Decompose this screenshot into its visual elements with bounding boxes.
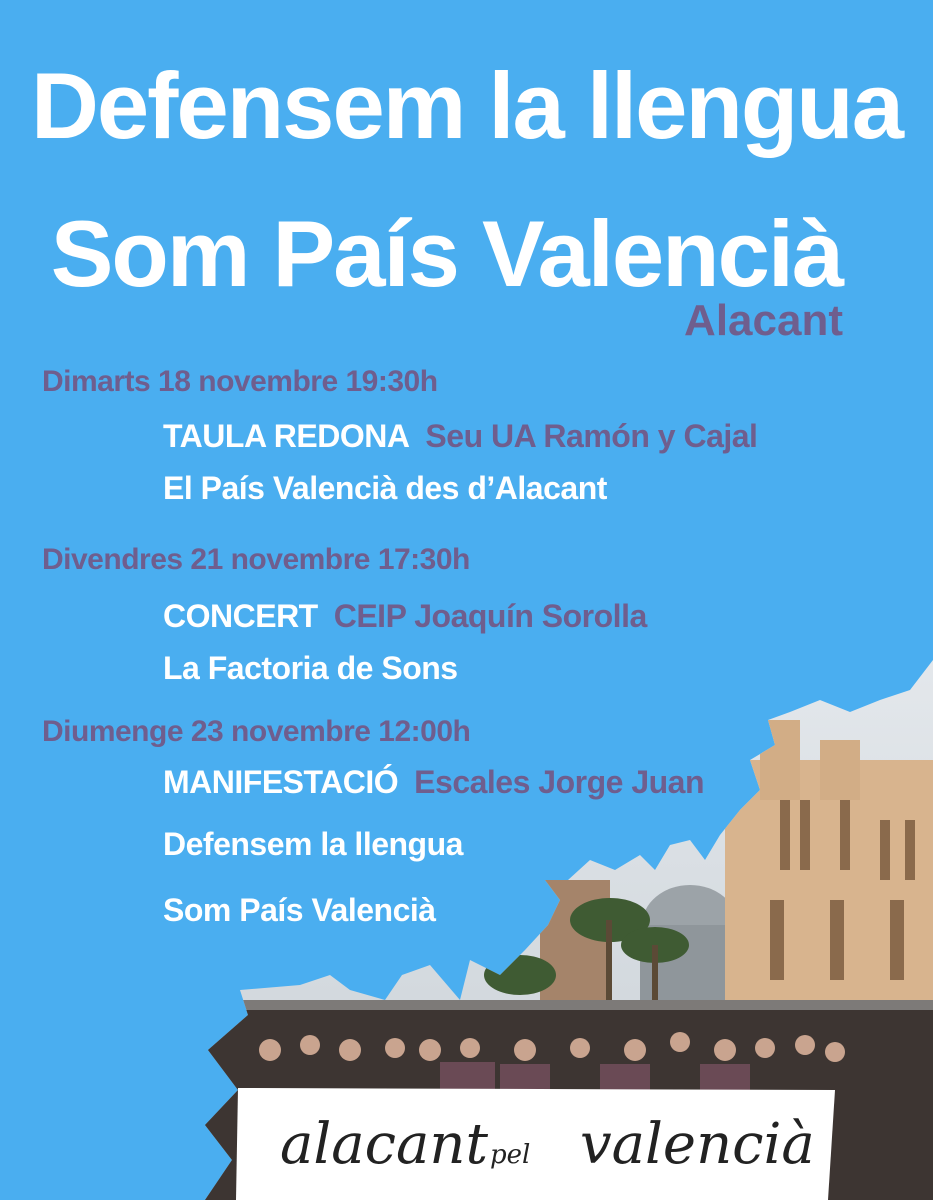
event-type: CONCERT <box>163 598 318 634</box>
event-type: MANIFESTACIÓ <box>163 764 399 800</box>
city-label: Alacant <box>684 296 843 345</box>
title-line-1: Defensem la llengua <box>31 53 902 158</box>
event-detail: El País Valencià des d’Alacant <box>163 470 607 506</box>
banner-text-left: alacant <box>280 1112 489 1177</box>
event-date: Diumenge 23 novembre 12:00h <box>42 715 471 748</box>
event-detail: Som País Valencià <box>163 892 436 928</box>
event-venue: Seu UA Ramón y Cajal <box>425 418 758 454</box>
event-detail: La Factoria de Sons <box>163 650 458 686</box>
event-date: Divendres 21 novembre 17:30h <box>42 543 470 576</box>
event-date: Dimarts 18 novembre 19:30h <box>42 365 438 398</box>
banner-text-right: valencià <box>580 1112 815 1177</box>
event-type: TAULA REDONA <box>163 418 410 454</box>
event-detail: Defensem la llengua <box>163 826 463 862</box>
event-venue: Escales Jorge Juan <box>414 764 704 800</box>
event-venue: CEIP Joaquín Sorolla <box>333 598 647 634</box>
title-line-2: Som País Valencià <box>50 201 843 306</box>
banner-text-middle: pel <box>490 1140 531 1170</box>
